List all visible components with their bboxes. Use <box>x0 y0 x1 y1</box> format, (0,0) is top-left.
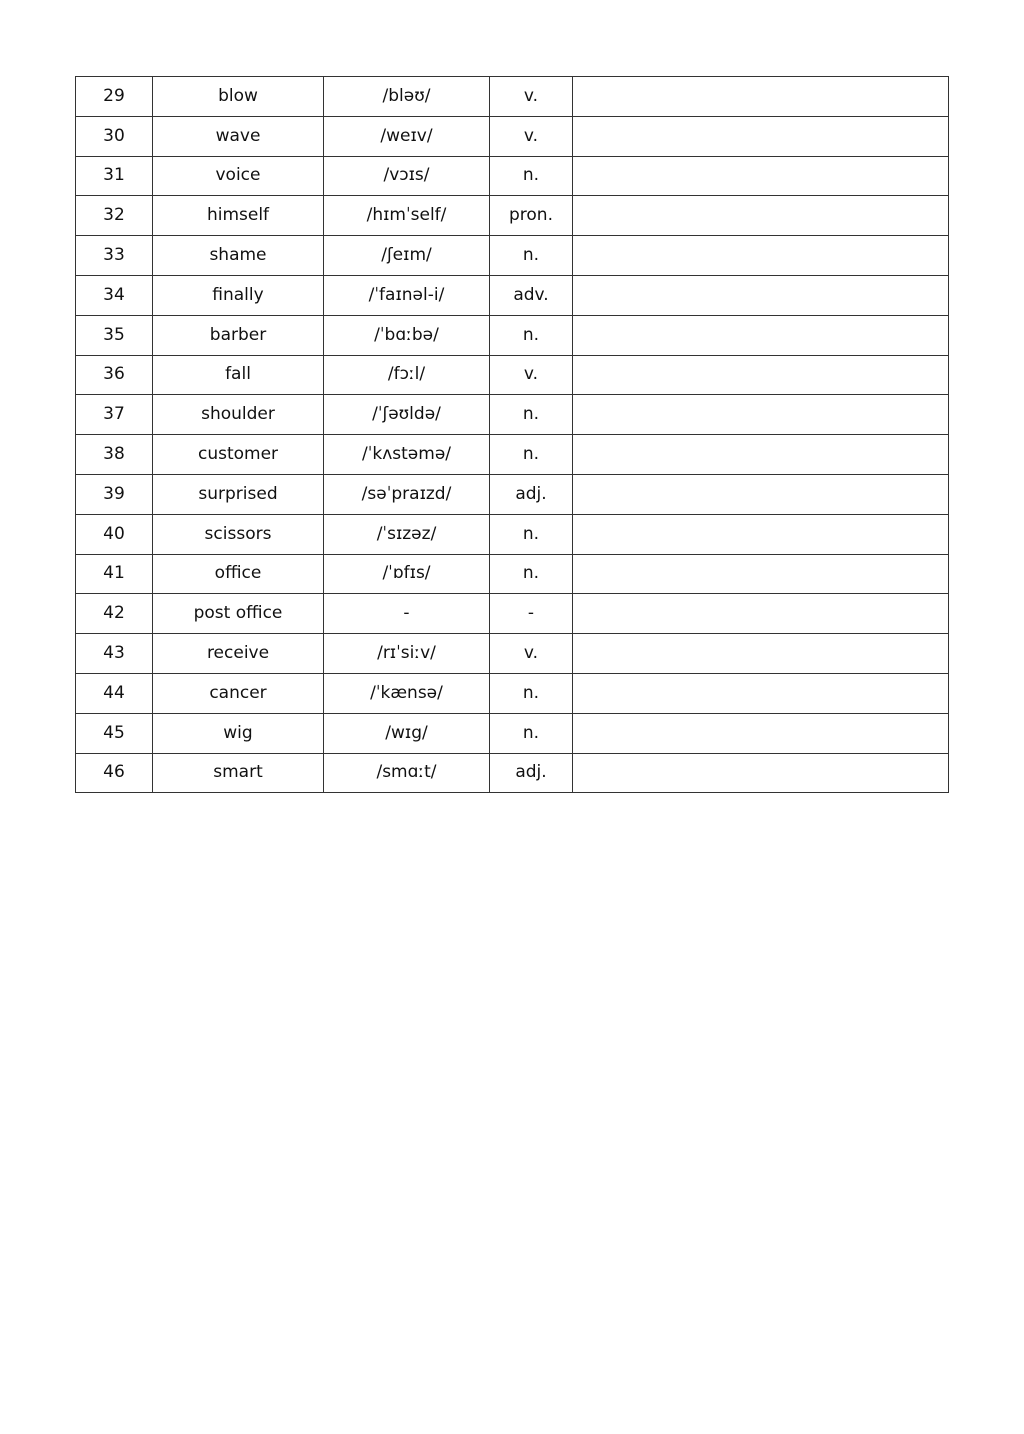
table-row <box>76 236 949 276</box>
meaning-cell <box>573 554 949 594</box>
table-row <box>76 355 949 395</box>
word-cell: shoulder <box>153 395 324 435</box>
vocabulary-table-body <box>76 77 949 793</box>
row-number: 43 <box>76 634 153 674</box>
word-cell: wig <box>153 713 324 753</box>
word-cell: customer <box>153 435 324 475</box>
word-cell: receive <box>153 634 324 674</box>
word-cell: office <box>153 554 324 594</box>
part-of-speech-cell: n. <box>490 514 573 554</box>
word-cell: blow <box>153 77 324 117</box>
meaning-cell <box>573 474 949 514</box>
word-cell: himself <box>153 196 324 236</box>
row-number: 44 <box>76 673 153 713</box>
table-row <box>76 713 949 753</box>
pronunciation-cell: /ˈbɑːbə/ <box>324 315 490 355</box>
part-of-speech-cell: pron. <box>490 196 573 236</box>
pronunciation-cell: /ˈfaɪnəl-i/ <box>324 275 490 315</box>
table-row <box>76 196 949 236</box>
part-of-speech-cell: n. <box>490 156 573 196</box>
pronunciation-cell: /wɪg/ <box>324 713 490 753</box>
row-number: 41 <box>76 554 153 594</box>
pronunciation-cell: /fɔːl/ <box>324 355 490 395</box>
part-of-speech-cell: v. <box>490 355 573 395</box>
word-cell: barber <box>153 315 324 355</box>
pronunciation-cell: /ˈkænsə/ <box>324 673 490 713</box>
meaning-cell <box>573 196 949 236</box>
meaning-cell <box>573 713 949 753</box>
word-cell: smart <box>153 753 324 793</box>
table-row <box>76 514 949 554</box>
table-row <box>76 315 949 355</box>
meaning-cell <box>573 514 949 554</box>
meaning-cell <box>573 634 949 674</box>
part-of-speech-cell: n. <box>490 236 573 276</box>
table-row <box>76 116 949 156</box>
row-number: 30 <box>76 116 153 156</box>
meaning-cell <box>573 77 949 117</box>
pronunciation-cell: /vɔɪs/ <box>324 156 490 196</box>
part-of-speech-cell: n. <box>490 554 573 594</box>
row-number: 38 <box>76 435 153 475</box>
part-of-speech-cell: adv. <box>490 275 573 315</box>
pronunciation-cell: /ˈʃəʊldə/ <box>324 395 490 435</box>
table-row <box>76 156 949 196</box>
pronunciation-cell: /səˈpraɪzd/ <box>324 474 490 514</box>
word-cell: fall <box>153 355 324 395</box>
row-number: 34 <box>76 275 153 315</box>
part-of-speech-cell: n. <box>490 673 573 713</box>
row-number: 33 <box>76 236 153 276</box>
table-row <box>76 753 949 793</box>
table-row <box>76 77 949 117</box>
row-number: 39 <box>76 474 153 514</box>
word-cell: cancer <box>153 673 324 713</box>
meaning-cell <box>573 395 949 435</box>
part-of-speech-cell: adj. <box>490 474 573 514</box>
row-number: 45 <box>76 713 153 753</box>
word-cell: voice <box>153 156 324 196</box>
table-row <box>76 435 949 475</box>
word-cell: surprised <box>153 474 324 514</box>
pronunciation-cell: /smɑːt/ <box>324 753 490 793</box>
part-of-speech-cell: v. <box>490 116 573 156</box>
row-number: 31 <box>76 156 153 196</box>
meaning-cell <box>573 275 949 315</box>
meaning-cell <box>573 355 949 395</box>
table-row <box>76 673 949 713</box>
meaning-cell <box>573 673 949 713</box>
row-number: 36 <box>76 355 153 395</box>
part-of-speech-cell: v. <box>490 77 573 117</box>
row-number: 29 <box>76 77 153 117</box>
table-row <box>76 634 949 674</box>
part-of-speech-cell: v. <box>490 634 573 674</box>
word-cell: finally <box>153 275 324 315</box>
part-of-speech-cell: adj. <box>490 753 573 793</box>
pronunciation-cell: /ˈɒfɪs/ <box>324 554 490 594</box>
pronunciation-cell: /bləʊ/ <box>324 77 490 117</box>
meaning-cell <box>573 435 949 475</box>
pronunciation-cell: /rɪˈsiːv/ <box>324 634 490 674</box>
meaning-cell <box>573 116 949 156</box>
pronunciation-cell: /ˈsɪzəz/ <box>324 514 490 554</box>
table-row <box>76 395 949 435</box>
row-number: 32 <box>76 196 153 236</box>
pronunciation-cell: - <box>324 594 490 634</box>
table-row <box>76 554 949 594</box>
meaning-cell <box>573 753 949 793</box>
part-of-speech-cell: n. <box>490 395 573 435</box>
word-cell: post office <box>153 594 324 634</box>
word-cell: wave <box>153 116 324 156</box>
pronunciation-cell: /weɪv/ <box>324 116 490 156</box>
part-of-speech-cell: - <box>490 594 573 634</box>
part-of-speech-cell: n. <box>490 435 573 475</box>
table-row <box>76 474 949 514</box>
row-number: 42 <box>76 594 153 634</box>
pronunciation-cell: /hɪmˈself/ <box>324 196 490 236</box>
meaning-cell <box>573 236 949 276</box>
row-number: 40 <box>76 514 153 554</box>
meaning-cell <box>573 594 949 634</box>
row-number: 35 <box>76 315 153 355</box>
word-cell: shame <box>153 236 324 276</box>
meaning-cell <box>573 315 949 355</box>
pronunciation-cell: /ʃeɪm/ <box>324 236 490 276</box>
row-number: 46 <box>76 753 153 793</box>
part-of-speech-cell: n. <box>490 315 573 355</box>
vocabulary-table <box>75 76 949 793</box>
table-row <box>76 275 949 315</box>
pronunciation-cell: /ˈkʌstəmə/ <box>324 435 490 475</box>
word-cell: scissors <box>153 514 324 554</box>
row-number: 37 <box>76 395 153 435</box>
meaning-cell <box>573 156 949 196</box>
table-row <box>76 594 949 634</box>
part-of-speech-cell: n. <box>490 713 573 753</box>
